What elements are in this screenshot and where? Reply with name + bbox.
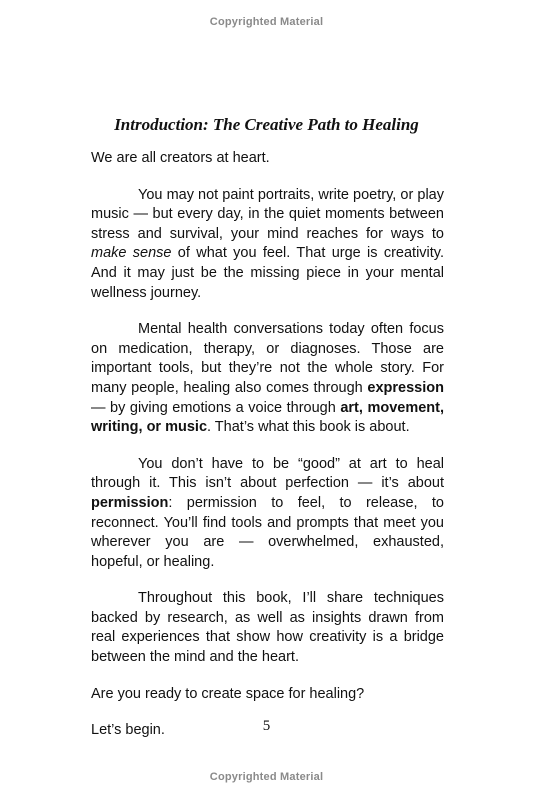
paragraph-7: Let’s begin.	[91, 722, 165, 739]
paragraph-2	[91, 186, 444, 304]
paragraph-3-text-c: . That’s what this book is about.	[207, 419, 410, 436]
paragraph-3-text-b: — by giving emotions a voice through	[91, 399, 341, 416]
chapter-body	[91, 149, 444, 758]
paragraph-3	[91, 320, 444, 438]
paragraph-3-bold-expression: expression	[367, 379, 444, 396]
chapter-title: Introduction: The Creative Path to Healing	[114, 115, 419, 134]
paragraph-3-bold-media: art, movement, writing, or music	[91, 399, 444, 436]
paragraph-6: Are you ready to create space for healing?	[91, 685, 365, 702]
paragraph-3-text-a: Mental health conversations today often focus on medication, therapy, or diagnoses. Those are important tools, but they’re not the whole story. For many people, healing also comes through	[91, 321, 444, 396]
paragraph-4-text-a: You don’t have to be “good” at art to heal through it. This isn’t about perfection — it’s about	[91, 455, 444, 492]
paragraph-2-text-a: You may not paint portraits, write poetry, or play music — but every day, in the quiet moments between stress and survival, your mind reaches for ways to	[91, 186, 444, 242]
paragraph-4	[91, 455, 444, 573]
paragraph-4-bold-permission: permission	[91, 494, 169, 511]
paragraph-2-text-b: of what you feel. That urge is creativity. And it may just be the missing piece in your mental wellness journey.	[91, 245, 444, 301]
paragraph-4-text-b: : permission to feel, to release, to reconnect. You’ll find tools and prompts that meet you wherever you are — overwhelmed, exhausted, hopeful, or healing.	[91, 494, 444, 570]
copyright-footer: Copyrighted Material	[209, 771, 324, 783]
paragraph-1: We are all creators at heart.	[91, 150, 270, 166]
copyright-header: Copyrighted Material	[209, 16, 324, 28]
paragraph-5: Throughout this book, I’ll share techniques backed by research, as well as insights drawn from real experiences that show how creativity is a bridge between the mind and the heart.	[91, 590, 444, 666]
page-number: 5	[262, 718, 271, 734]
paragraph-2-emphasis: make sense	[91, 245, 172, 262]
